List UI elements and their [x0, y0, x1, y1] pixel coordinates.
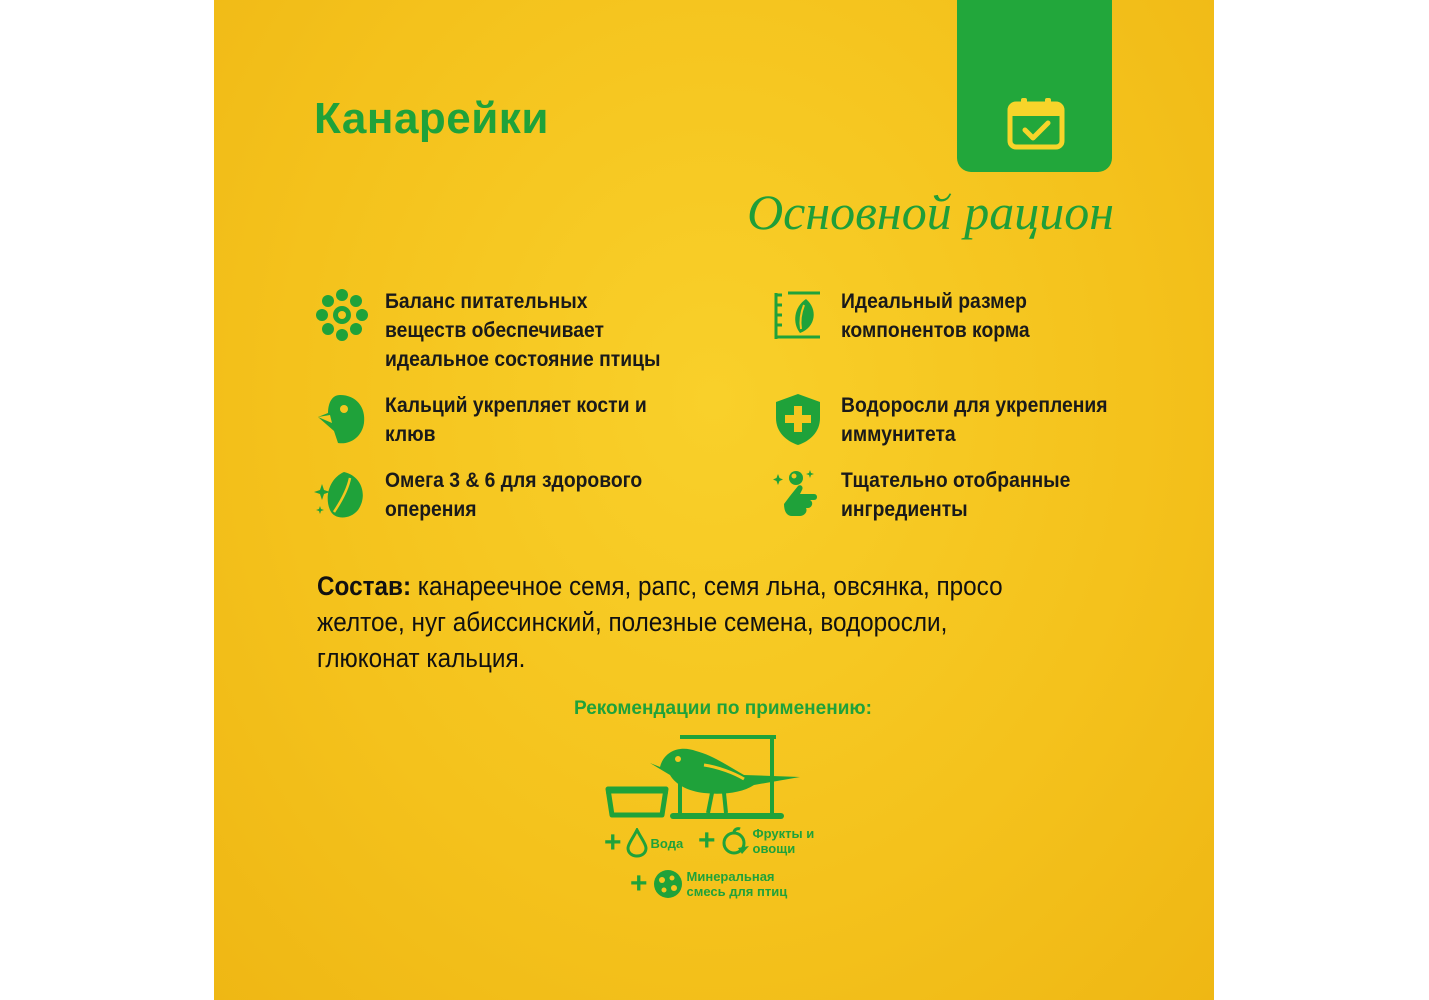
composition-ingredients: канареечное семя, рапс, семя льна, овсянка, просо желтое, нуг абиссинский, полезные семена, водоросли, глюконат кальция.	[317, 571, 1003, 673]
addon-minerals	[630, 868, 820, 900]
nutrient-balance-icon	[314, 287, 370, 343]
fruit-vegetable-icon	[720, 826, 750, 856]
addon-water	[604, 828, 683, 858]
bird-feeder-illustration	[604, 733, 804, 823]
product-panel	[214, 0, 1214, 1000]
addon-fruits	[698, 826, 838, 856]
feature-ideal-size	[770, 287, 1150, 345]
composition-text	[317, 568, 1055, 676]
shield-plus-icon	[770, 391, 826, 447]
composition-label: Состав:	[317, 571, 412, 601]
page-title: Канарейки	[314, 94, 549, 143]
plus-icon: +	[604, 826, 622, 859]
hand-picking-icon	[770, 466, 826, 522]
size-ruler-seed-icon	[770, 287, 826, 343]
feature-text: Водоросли для укрепления иммунитета	[841, 394, 1108, 446]
calendar-check-icon	[1007, 98, 1065, 150]
feature-text: Омега 3 & 6 для здорового оперения	[385, 469, 643, 521]
recommendations-title: Рекомендации по применению:	[574, 698, 872, 719]
feature-nutrient-balance	[314, 287, 694, 374]
plus-icon: +	[630, 867, 648, 900]
feature-selected-ingredients	[770, 466, 1150, 524]
feature-immunity	[770, 391, 1150, 449]
sparkle-leaf-icon	[314, 466, 370, 522]
feature-text: Баланс питательных веществ обеспечивает идеальное состояние птицы	[385, 290, 661, 371]
feature-text: Идеальный размер компонентов корма	[841, 290, 1030, 342]
feature-text: Кальций укрепляет кости и клюв	[385, 394, 647, 446]
calendar-badge	[957, 0, 1112, 172]
mineral-mix-icon	[652, 868, 684, 900]
feature-calcium	[314, 391, 694, 449]
bird-head-icon	[314, 391, 370, 447]
diet-subtitle: Основной рацион	[747, 184, 1114, 240]
addon-label: Вода	[650, 835, 684, 851]
addon-label: Минеральная смесь для птиц	[686, 869, 788, 899]
plus-icon: +	[698, 824, 716, 857]
water-drop-icon	[626, 828, 648, 858]
addon-label: Фрукты и овощи	[752, 826, 815, 856]
feature-omega	[314, 466, 694, 524]
feature-text: Тщательно отобранные ингредиенты	[841, 469, 1071, 521]
